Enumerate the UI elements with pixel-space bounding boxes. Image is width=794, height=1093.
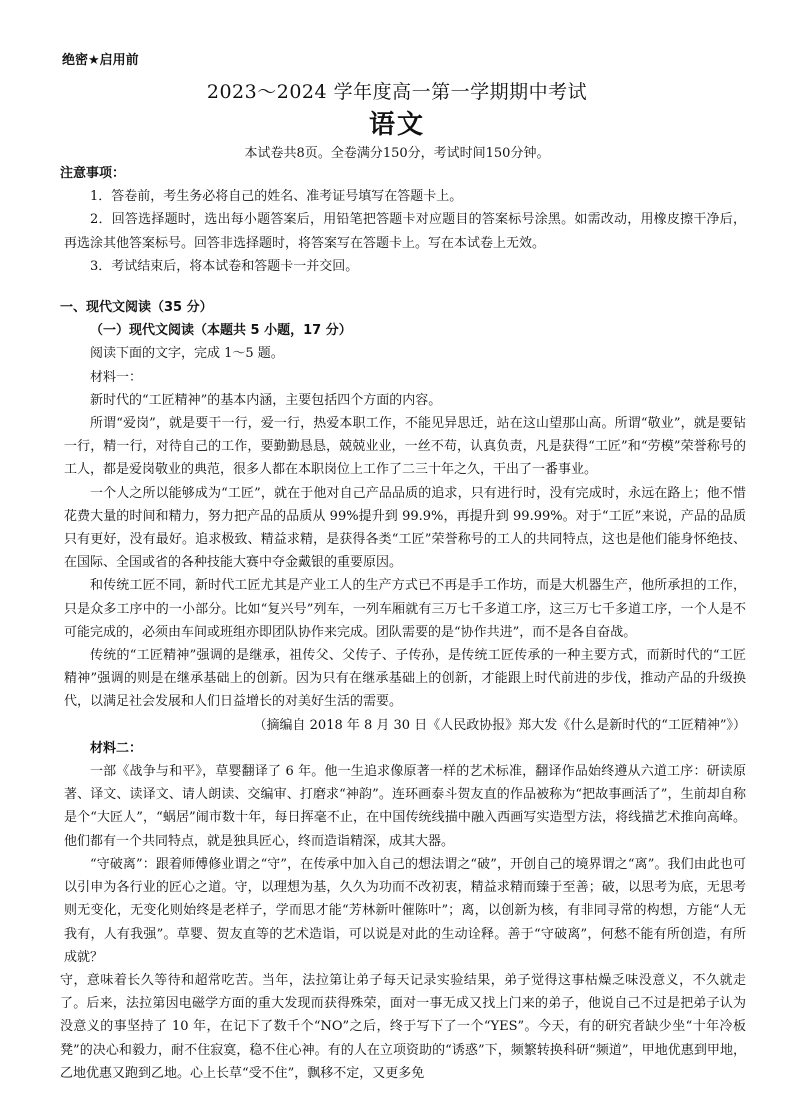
material-paragraph: 一个人之所以能够成为“工匠”，就在于他对自己产品品质的追求，只有进行时，没有完成时，永远在路上；他不惜花费大量的时间和精力，努力把产品的品质从 99%提升到 99.9%，再提升到 99.99%。对于“工匠”来说，产品的品质只有更好，没有最好。追求极致、精益求精，是获得各类“工匠”荣誉称号的工人的共同特点，这也是他们能身怀绝技、在国际、全国或省的各种技能大赛中夺金戴银的重要原因。 [64, 485, 746, 571]
notice-heading: 注意事项： [60, 166, 126, 181]
instruction-text: 阅读下面的文字，完成 1～5 题。 [90, 346, 284, 362]
subject-title: 语文 [368, 110, 425, 140]
material-paragraph: 传统的“工匠精神”强调的是继承，祖传父、父传子、子传孙，是传统工匠传承的一种主要方式，而新时代的“工匠精神”强调的则是在继承基础上的创新。因为只有在继承基础上的创新，才能跟上时代前进的步伐，推动产品的升级换代，以满足社会发展和人们日益增长的对美好生活的需要。 [64, 648, 746, 710]
notice-item: 1．答卷前，考生务必将自己的姓名、准考证号填写在答题卡上。 [90, 189, 463, 205]
material-label: 材料二： [90, 740, 143, 756]
material-label: 材料一： [90, 369, 143, 385]
material-paragraph: 守，意味着长久等待和超常吃苦。当年，法拉第让弟子每天记录实验结果，弟子觉得这事枯燥乏味没意义，不久就走了。后来，法拉第因电磁学方面的重大发现而获得殊荣，面对一事无成又找上门来的弟子，他说自己不过是把弟子认为没意义的事坚持了 10 年，在记下了数千个“NO”之后，终于写下了一个“YES”。今天，有的研究者缺少坐“十年冷板凳”的决心和毅力，耐不住寂寞，稳不住心神。有的人在立项资助的“诱惑”下，频繁转换科研“频道”，甲地优惠到甲地，乙地优惠又跑到乙地。心上长草“受不住”，飘移不定，又更多免 [60, 972, 746, 1081]
notice-item: 2．回答选择题时，选出每小题答案后，用铅笔把答题卡对应题目的答案标号涂黑。如需改动，用橡皮擦干净后，再选涂其他答案标号。回答非选择题时，将答案写在答题卡上。写在本试卷上无效。 [64, 212, 746, 251]
section-heading: 一、现代文阅读（35 分） [60, 300, 213, 316]
notice-item: 3．考试结束后，将本试卷和答题卡一并交回。 [90, 258, 359, 274]
material-paragraph: 所谓“爱岗”，就是要干一行，爱一行，热爱本职工作，不能见异思迁，站在这山望那山高。所谓“敬业”，就是要钻一行，精一行，对待自己的工作，要勤勤恳恳，兢兢业业，一丝不苟，认真负责，凡是获得“工匠”和“劳模”荣誉称号的工人，都是爱岗敬业的典范，很多人都在本职岗位上工作了二三十年之久，干出了一番事业。 [64, 416, 746, 478]
material-paragraph: “守破离”：跟着师傅修业谓之“守”，在传承中加入自己的想法谓之“破”，开创自己的境界谓之“离”。我们由此也可以引申为各行业的匠心之道。守，以理想为基，久久为功而不改初衷，精益求精而臻于至善；破，以思考为底，无思考则无变化，无变化则始终是老样子，学而思才能“芳林新叶催陈叶”；离，以创新为核，有非同寻常的构想，方能“人无我有，人有我强”。草婴、贺友直等的艺术造诣，可以说是对此的生动诠释。善于“守破离”，何愁不能有所创造，有所成就？ [64, 856, 746, 965]
section-gap [64, 278, 746, 296]
exam-body [60, 162, 746, 1085]
material-paragraph: 一部《战争与和平》，草婴翻译了 6 年。他一生追求像原著一样的艺术标准，翻译作品始终遵从六道工序：研读原著、译文、读译文、请人朗读、交编审、打磨求“神韵”。连环画泰斗贺友直的作品被称为“把故事画活了”，生前却自称是个“大匠人”，“蜗居”闹市数十年，每日挥毫不止，在中国传统线描中融入西画写实造型方法，将线描艺术推向高峰。他们都有一个共同特点，就是独具匠心，终而造诣精深，成其大器。 [64, 764, 746, 849]
exam-info: 本试卷共8页。全卷满分150分，考试时间150分钟。 [244, 146, 550, 161]
sub-section-heading: （一）现代文阅读（本题共 5 小题，17 分） [90, 323, 352, 339]
confidential-label: 绝密★启用前 [62, 53, 139, 68]
material-paragraph: 和传统工匠不同，新时代工匠尤其是产业工人的生产方式已不再是手工作坊，而是大机器生产，他所承担的工作，只是众多工序中的一小部分。比如“复兴号”列车，一列车厢就有三万七千多道工序，这三万七千多道工序，一个人是不可能完成的，必须由车间或班组亦即团队协作来完成。团队需要的是“协作共进”，而不是各自奋战。 [64, 578, 746, 640]
material-source: （摘编自 2018 年 8 月 30 日《人民政协报》郑大发《什么是新时代的“工匠精神”》） [253, 717, 746, 733]
exam-title: 2023～2024 学年度高一第一学期期中考试 [206, 81, 588, 103]
material-paragraph: 新时代的“工匠精神”的基本内涵，主要包括四个方面的内容。 [90, 392, 442, 408]
